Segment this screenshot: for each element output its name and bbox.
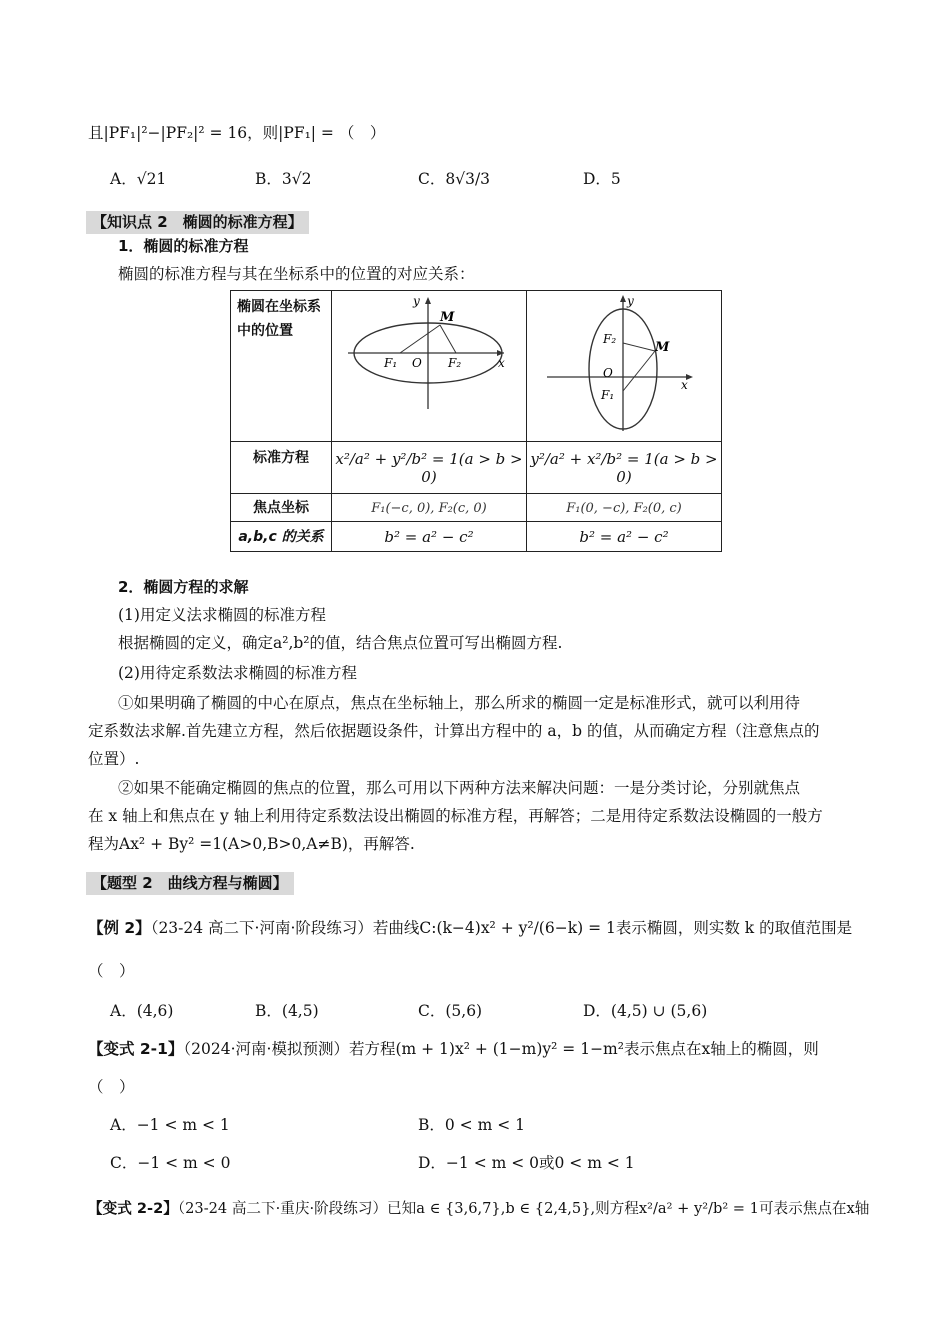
x-label-2: x	[681, 378, 688, 392]
ex2-option-d: D．(4,5) ∪ (5,6)	[583, 1002, 708, 1020]
variant-2-1	[88, 1038, 819, 1060]
f2-label: F₂	[448, 356, 462, 370]
paragraph-4a: ①如果明确了椭圆的中心在原点，焦点在坐标轴上，那么所求的椭圆一定是标准形式，就可以利用待	[118, 694, 801, 712]
table-cell-foci-y	[527, 494, 722, 522]
focal-line-4	[623, 351, 655, 391]
question-line-text: 且|PF₁|²−|PF₂|² = 16，则|PF₁| = （ ）	[88, 124, 386, 142]
ellipse-table	[230, 290, 722, 552]
y-axis-arrow-2	[620, 295, 626, 302]
focal-line-2	[440, 325, 456, 353]
equation-x: x²/a² + y²/b² = 1(a > b > 0)	[335, 449, 523, 486]
table-cell-relation-y	[527, 522, 722, 552]
x-label: x	[498, 356, 505, 370]
f1-label-2: F₁	[601, 388, 615, 402]
foci-x: F₁(−c, 0), F₂(c, 0)	[371, 500, 487, 516]
paragraph-5b: 在 x 轴上和焦点在 y 轴上利用待定系数法设出椭圆的标准方程，再解答；二是用待定系数法设椭圆的一般方	[88, 807, 823, 825]
o-label-2: O	[603, 366, 613, 380]
table-cell-relation-x	[332, 522, 527, 552]
v21-option-a: A．−1 < m < 1	[110, 1116, 230, 1134]
focal-line-1	[400, 325, 440, 353]
example-2-paren: （ ）	[88, 962, 135, 980]
knowledge-header: 【知识点 2 椭圆的标准方程】	[86, 211, 309, 234]
question-line	[88, 122, 385, 144]
ex2-option-c: C．(5,6)	[418, 1002, 483, 1020]
row-label-position: 椭圆在坐标系中的位置	[237, 299, 321, 339]
table-cell-label	[231, 494, 332, 522]
v21-option-d: D．−1 < m < 0或0 < m < 1	[418, 1154, 635, 1172]
y-axis-arrow	[425, 297, 431, 304]
table-cell-label	[231, 442, 332, 494]
paragraph-4c: 位置）.	[88, 750, 140, 768]
table-cell-label	[231, 291, 332, 442]
table-cell-eq-x	[332, 442, 527, 494]
table-cell-label	[231, 522, 332, 552]
ex2-option-a: A．(4,6)	[110, 1002, 174, 1020]
f2-label-2: F₂	[603, 332, 617, 346]
ex2-option-b: B．(4,5)	[255, 1002, 319, 1020]
variant-2-2-text: （23-24 高二下·重庆·阶段练习）已知a ∈ {3,6,7},b ∈ {2,4,5},则方程x²/a² + y²/b² = 1可表示焦点在x轴	[177, 1200, 870, 1217]
m-label-2: M	[655, 340, 670, 355]
example-2	[88, 917, 852, 939]
row-label-equation: 标准方程	[253, 450, 309, 466]
option-d: D．5	[583, 170, 621, 188]
paragraph-5a: ②如果不能确定椭圆的焦点的位置，那么可用以下两种方法来解决问题：一是分类讨论，分别就焦点	[118, 779, 801, 797]
m-label: M	[440, 310, 455, 325]
v21-option-c: C．−1 < m < 0	[110, 1154, 231, 1172]
foci-y: F₁(0, −c), F₂(0, c)	[566, 500, 682, 516]
focal-line-3	[623, 343, 655, 351]
ellipse-x-diagram	[332, 291, 526, 437]
variant-2-1-text: （2024·河南·模拟预测）若方程(m + 1)x² + (1−m)y² = 1−m²表示焦点在x轴上的椭圆，则	[183, 1040, 819, 1058]
option-c: C．8√3/3	[418, 170, 491, 188]
example-2-text: （23-24 高二下·河南·阶段练习）若曲线C:(k−4)x² + y²/(6−k) = 1表示椭圆，则实数 k 的取值范围是	[150, 919, 853, 937]
paragraph-1: (1)用定义法求椭圆的标准方程	[118, 606, 326, 624]
equation-y: y²/a² + x²/b² = 1(a > b > 0)	[530, 449, 718, 486]
section-title-2: 2．椭圆方程的求解	[118, 578, 249, 596]
relation-x: b² = a² − c²	[384, 527, 474, 546]
variant-2-1-label: 【变式 2-1】	[88, 1040, 184, 1058]
variant-2-1-paren: （ ）	[88, 1078, 135, 1096]
row-label-relation: a,b,c 的关系	[238, 528, 324, 545]
v21-option-b: B．0 < m < 1	[418, 1116, 525, 1134]
y-label: y	[413, 294, 420, 308]
o-label: O	[412, 356, 422, 370]
table-cell-eq-y	[527, 442, 722, 494]
example-2-label: 【例 2】	[88, 919, 151, 937]
paragraph-5c: 程为Ax² + By² =1(A>0,B>0,A≠B)，再解答.	[88, 835, 415, 853]
paragraph-4b: 定系数法求解.首先建立方程，然后依据题设条件，计算出方程中的 a，b 的值，从而确定方程（注意焦点的	[88, 722, 820, 740]
relation-y: b² = a² − c²	[579, 527, 669, 546]
type-header: 【题型 2 曲线方程与椭圆】	[86, 872, 294, 895]
section-title-1: 1．椭圆的标准方程	[118, 237, 249, 255]
variant-2-2	[88, 1198, 869, 1220]
paragraph-2: 根据椭圆的定义，确定a²,b²的值，结合焦点位置可写出椭圆方程.	[118, 634, 563, 652]
ellipse-y-diagram	[527, 291, 721, 437]
variant-2-2-label: 【变式 2-2】	[88, 1200, 178, 1217]
paragraph-3: (2)用待定系数法求椭圆的标准方程	[118, 664, 357, 682]
table-cell-diagram-y	[527, 291, 722, 442]
y-label-2: y	[627, 294, 634, 308]
intro-text: 椭圆的标准方程与其在坐标系中的位置的对应关系：	[118, 265, 475, 283]
f1-label: F₁	[384, 356, 398, 370]
row-label-foci: 焦点坐标	[253, 499, 309, 516]
option-b: B．3√2	[255, 170, 312, 188]
table-cell-foci-x	[332, 494, 527, 522]
option-a: A．√21	[110, 170, 167, 188]
table-cell-diagram-x	[332, 291, 527, 442]
